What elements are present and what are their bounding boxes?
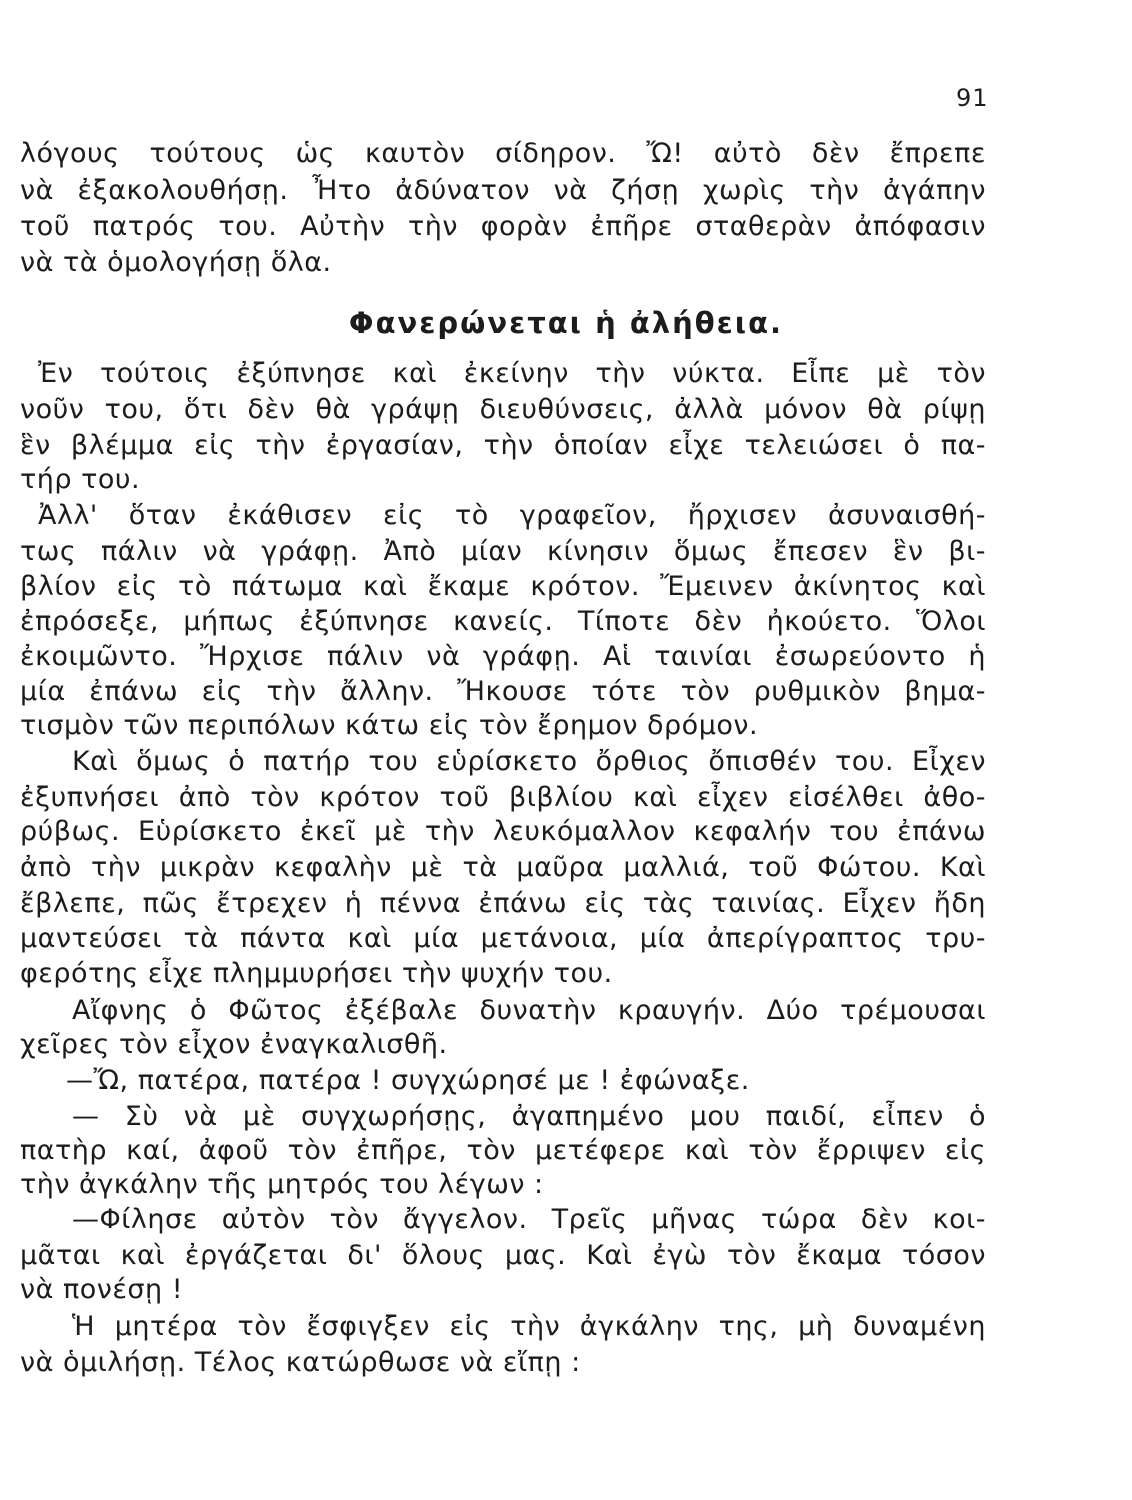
text-line: —Ὤ, πατέρα, πατέρα ! συγχώρησέ με ! ἐφώναξε.	[66, 1065, 750, 1096]
text-line: πατὴρ καί, ἀφοῦ τὸν ἐπῆρε, τὸν μετέφερε καὶ τὸν ἔρριψεν εἰς	[20, 1135, 986, 1166]
text-line: τισμὸν τῶν περιπόλων κάτω εἰς τὸν ἔρημον δρόμον.	[20, 710, 759, 741]
text-line: μαντεύσει τὰ πάντα καὶ μία μετάνοια, μία ἀπερίγραπτος τρυ-	[20, 923, 986, 954]
text-line: τήρ του.	[20, 464, 141, 495]
text-line: χεῖρες τὸν εἶχον ἐναγκαλισθῆ.	[20, 1029, 448, 1060]
text-line: Ἀλλ' ὅταν ἐκάθισεν εἰς τὸ γραφεῖον, ἤρχισεν ἀσυναισθή-	[38, 500, 986, 531]
text-line: νοῦν του, ὅτι δὲν θὰ γράψῃ διευθύνσεις, ἀλλὰ μόνον θὰ ρίψῃ	[20, 394, 986, 425]
text-line: Καὶ ὅμως ὁ πατήρ του εὑρίσκετο ὄρθιος ὄπισθέν του. Εἶχεν	[72, 746, 986, 777]
text-line: ἐκοιμῶντο. Ἤρχισε πάλιν νὰ γράφῃ. Αἱ ταινίαι ἐσωρεύοντο ἡ	[20, 641, 986, 672]
text-line: βλίον εἰς τὸ πάτωμα καὶ ἔκαμε κρότον. Ἔμεινεν ἀκίνητος καὶ	[20, 571, 986, 602]
text-line: Ἡ μητέρα τὸν ἔσφιγξεν εἰς τὴν ἀγκάλην της, μὴ δυναμένη	[72, 1311, 986, 1342]
text-line: μία ἐπάνω εἰς τὴν ἄλλην. Ἤκουσε τότε τὸν ρυθμικὸν βημα-	[20, 676, 986, 707]
text-line: — Σὺ νὰ μὲ συγχωρήσῃς, ἀγαπημένο μου παιδί, εἶπεν ὁ	[72, 1101, 986, 1132]
text-line: νὰ ἐξακολουθήσῃ. Ἦτο ἀδύνατον νὰ ζήσῃ χωρὶς τὴν ἀγάπην	[20, 175, 986, 206]
text-line: νὰ πονέσῃ !	[20, 1274, 184, 1305]
text-line: Αἴφνης ὁ Φῶτος ἐξέβαλε δυνατὴν κραυγήν. Δύο τρέμουσαι	[72, 995, 986, 1026]
text-line: ἀπὸ τὴν μικρὰν κεφαλὴν μὲ τὰ μαῦρα μαλλιά, τοῦ Φώτου. Καὶ	[20, 852, 986, 883]
text-line: τοῦ πατρός του. Αὐτὴν τὴν φορὰν ἐπῆρε σταθερὰν ἀπόφασιν	[20, 211, 986, 242]
text-line: μᾶται καὶ ἐργάζεται δι' ὅλους μας. Καὶ ἐγὼ τὸν ἔκαμα τόσον	[20, 1240, 986, 1271]
section-heading: Φανερώνεται ἡ ἀλήθεια.	[348, 306, 784, 340]
text-line: —Φίλησε αὐτὸν τὸν ἄγγελον. Τρεῖς μῆνας τώρα δὲν κοι-	[72, 1204, 986, 1235]
text-line: Ἐν τούτοις ἐξύπνησε καὶ ἐκείνην τὴν νύκτα. Εἶπε μὲ τὸν	[38, 358, 986, 389]
page-number: 91	[956, 84, 989, 112]
text-line: νὰ ὁμιλήσῃ. Τέλος κατώρθωσε νὰ εἴπῃ :	[20, 1347, 581, 1378]
text-line: φερότης εἶχε πλημμυρήσει τὴν ψυχήν του.	[20, 958, 613, 989]
text-line: ρύβως. Εὑρίσκετο ἐκεῖ μὲ τὴν λευκόμαλλον κεφαλήν του ἐπάνω	[20, 816, 986, 847]
text-line: ἓν βλέμμα εἰς τὴν ἐργασίαν, τὴν ὁποίαν εἶχε τελειώσει ὁ πα-	[20, 430, 986, 461]
text-line: τως πάλιν νὰ γράφῃ. Ἀπὸ μίαν κίνησιν ὅμως ἔπεσεν ἓν βι-	[20, 536, 986, 567]
text-line: τὴν ἀγκάλην τῆς μητρός του λέγων :	[20, 1169, 544, 1200]
text-line: ἔβλεπε, πῶς ἔτρεχεν ἡ πέννα ἐπάνω εἰς τὰς ταινίας. Εἶχεν ἤδη	[20, 888, 986, 919]
text-line: λόγους τούτους ὡς καυτὸν σίδηρον. Ὤ! αὐτὸ δὲν ἔπρεπε	[20, 138, 986, 169]
text-line: ἐξυπνήσει ἀπὸ τὸν κρότον τοῦ βιβλίου καὶ εἶχεν εἰσέλθει ἀθο-	[20, 782, 986, 813]
text-line: ἐπρόσεξε, μήπως ἐξύπνησε κανείς. Τίποτε δὲν ἠκούετο. Ὅλοι	[20, 606, 986, 637]
text-line: νὰ τὰ ὁμολογήσῃ ὅλα.	[20, 247, 332, 278]
